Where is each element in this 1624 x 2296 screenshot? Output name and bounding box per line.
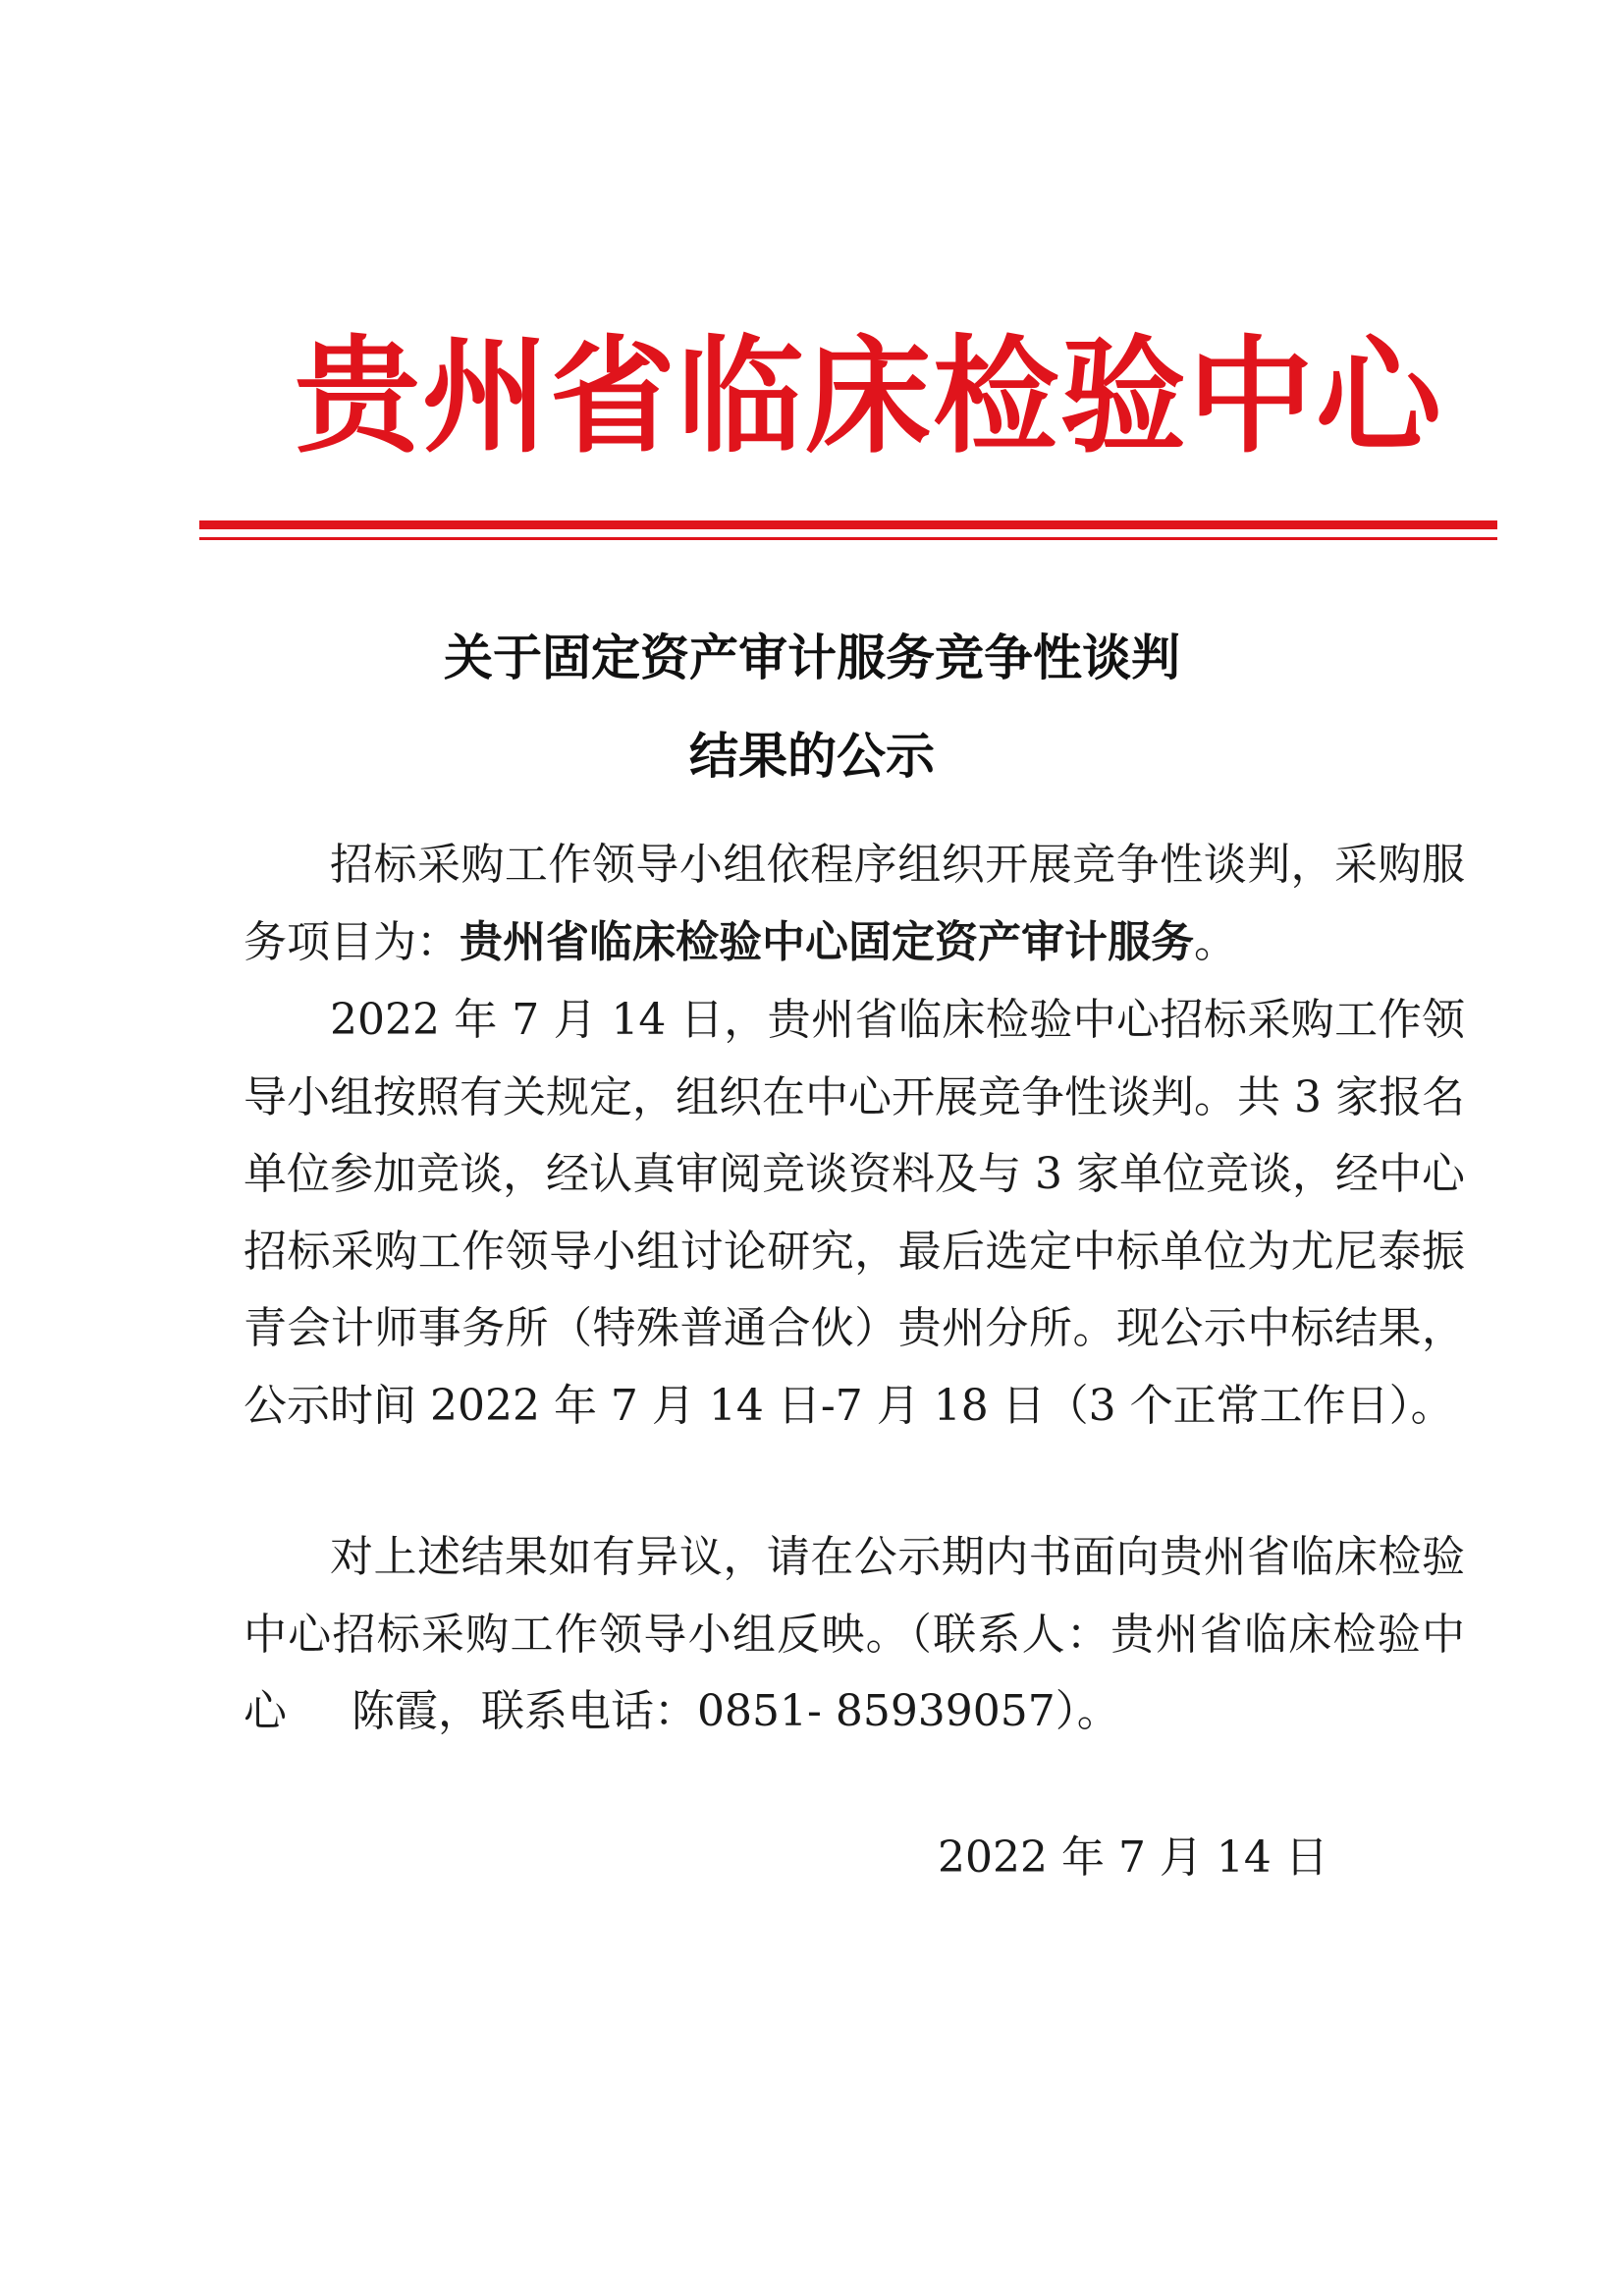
paragraph-procurement-intro-text: 招标采购工作领导小组依程序组织开展竞争性谈判，采购服务项目为： [244, 840, 1465, 967]
contact-info: 陈霞，联系电话：0851- 85939057）。 [352, 1686, 1120, 1736]
letterhead-red-rule-thin [199, 537, 1497, 540]
letterhead-org-name: 贵州省临床检验中心 [295, 324, 1444, 470]
signature-date: 2022 年 7 月 14 日 [938, 1832, 1328, 1883]
paragraph-objection-text: 对上述结果如有异议，请在公示期内书面向贵州省临床检验中心招标采购工作领导小组反映。（联系人：贵州省临床检验中心 [244, 1532, 1465, 1736]
paragraph-procurement-intro-end: 。 [1194, 916, 1237, 967]
document-title-line-2: 结果的公示 [689, 728, 935, 785]
document-title-line-1: 关于固定资产审计服务竞争性谈判 [444, 629, 1180, 686]
paragraph-procurement-intro [244, 827, 1465, 981]
project-name: 贵州省临床检验中心固定资产审计服务 [460, 916, 1194, 967]
paragraph-negotiation-result: 2022 年 7 月 14 日，贵州省临床检验中心招标采购工作领导小组按照有关规定，组织在中心开展竞争性谈判。共 3 家报名单位参加竞谈，经认真审阅竞谈资料及与 3 家单位竞谈，经中心招标采购工作领导小组讨论研究，最后选定中标单位为尤尼泰振青会计师事务所（特殊普通合伙）贵州分所。现公示中标结果，公示时间 2022 年 7 月 14 日-7 月 18 日（3 个正常工作日）。 [244, 995, 1465, 1431]
paragraph-objection-contact [244, 1519, 1465, 1751]
letterhead-red-rule-thick [199, 520, 1497, 529]
